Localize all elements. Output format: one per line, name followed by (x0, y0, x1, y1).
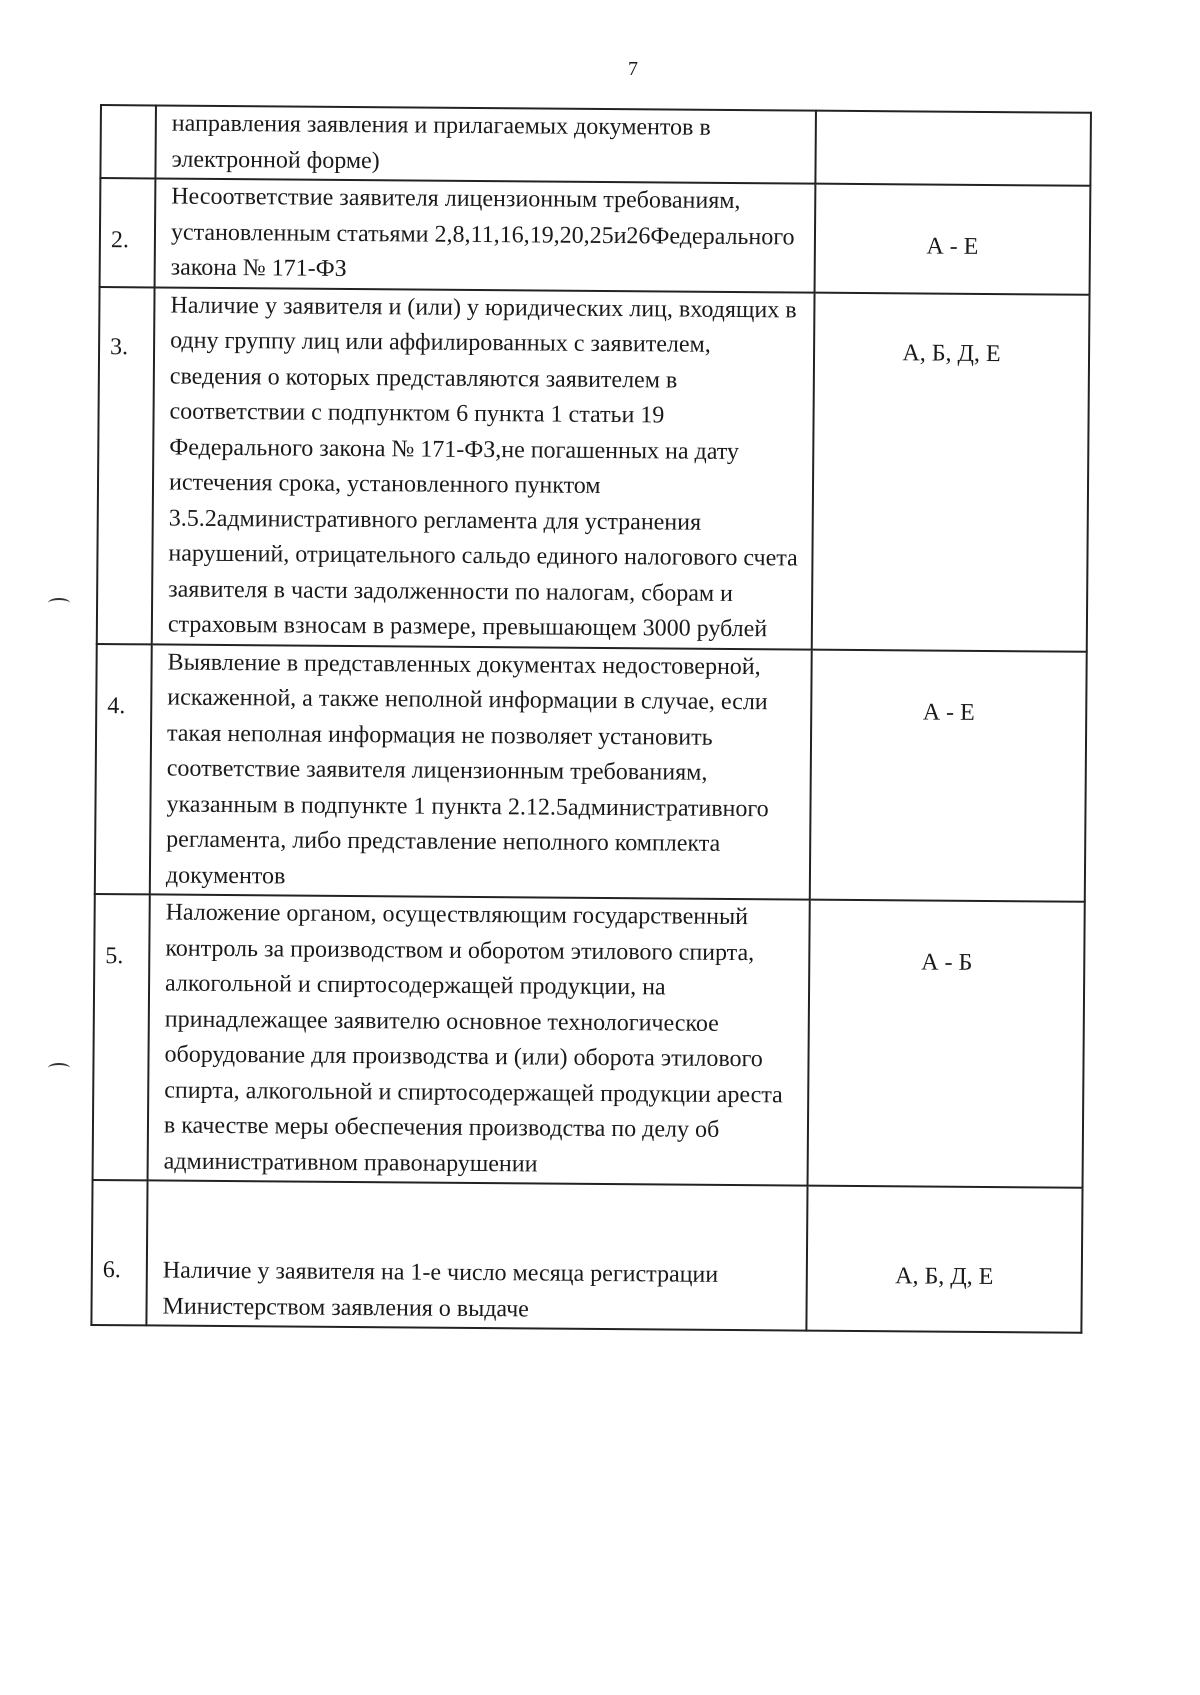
row-text: Выявление в представленных документах недостоверной, искаженной, а также неполной информации в случае, если такая неполная информация не позволяет установить соответствие заявителя лицензионным требованиям, указанным в подпункте 1 пункта 2.12.5административного регламента, либо представление неполного комплекта документов (150, 644, 812, 900)
row-code: А, Б, Д, Е (812, 292, 1090, 651)
row-number (100, 105, 156, 178)
row-text: Наличие у заявителя и (или) у юридических лиц, входящих в одну группу лиц или аффилированных с заявителем, сведения о которых представляются заявителем в соответствии с подпунктом 6 пункта 1 статьи 19 Федерального закона № 171-ФЗ,не погашенных на дату истечения срока, установленного пунктом 3.5.2административного регламента для устранения нарушений, отрицательного сальдо единого налогового счета заявителя в части задолженности по налогам, сборам и страховым взносам в размере, превышающем 3000 рублей (152, 287, 815, 649)
row-number: 2. (100, 178, 156, 287)
table-row (95, 643, 1087, 901)
table-row (97, 287, 1090, 652)
row-number: 5. (93, 894, 150, 1180)
row-number: 4. (95, 643, 152, 894)
table-row (93, 894, 1085, 1188)
row-code: А - Б (808, 900, 1085, 1188)
scan-mark (48, 1063, 70, 1073)
requirements-table (90, 104, 1092, 1334)
page-number: 7 (628, 58, 638, 80)
row-number: 6. (91, 1180, 147, 1325)
row-text: направления заявления и прилагаемых документов в электронной форме) (155, 105, 816, 183)
row-code: А - Е (810, 649, 1087, 902)
table-row (100, 178, 1091, 294)
row-code: А, Б, Д, Е (806, 1186, 1082, 1333)
row-code: А - Е (815, 184, 1091, 295)
table-row (91, 1180, 1082, 1333)
scan-mark (48, 598, 70, 608)
table-row (100, 105, 1091, 186)
row-text: Наличие у заявителя на 1-е число месяца регистрации Министерством заявления о выдаче (146, 1180, 807, 1330)
row-text: Наложение органом, осуществляющим государственный контроль за производством и оборотом этилового спирта, алкогольной и спиртосодержащей продукции, на принадлежащее заявителю основное технологическое оборудование для производства и (или) оборота этилового спирта, алкогольной и спиртосодержащей продукции ареста в качестве меры обеспечения производства по делу об административном правонарушении (148, 894, 810, 1185)
row-code (815, 111, 1091, 186)
row-number: 3. (97, 287, 155, 644)
row-text: Несоответствие заявителя лицензионным требованиям, установленным статьями 2,8,11,16,19,20,25и26Федерального закона № 171-ФЗ (155, 178, 816, 292)
